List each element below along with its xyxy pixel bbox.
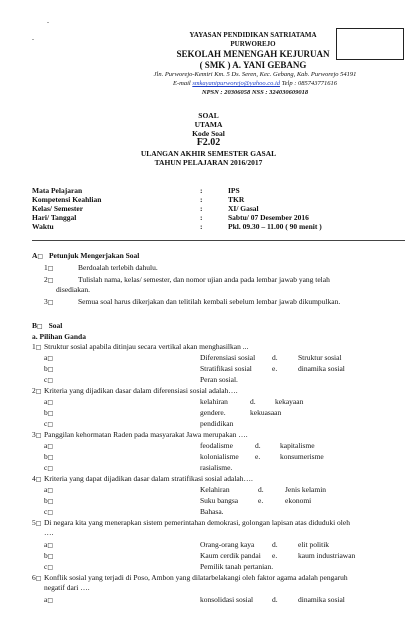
question-text: Di negara kita yang menerapkan sistem pemerintahan demokrasi, golongan lapisan atas diduduki oleh <box>44 518 350 527</box>
option-text: kapitalisme <box>280 441 315 450</box>
option-text: kaum industriawan <box>298 551 356 560</box>
checkbox-icon: □ <box>47 443 54 450</box>
header-mark-mid: - <box>32 37 34 43</box>
checkbox-icon: □ <box>35 476 42 483</box>
checkbox-icon: □ <box>47 564 54 571</box>
question-text: Kriteria yang dapat dijadikan dasar dalam stratifikasi sosial adalah…. <box>44 474 253 483</box>
checkbox-icon: □ <box>47 277 54 284</box>
option-text: Pemilik tanah pertanian. <box>200 562 274 571</box>
info-value: XI/ Gasal <box>228 204 259 213</box>
option-text: rasialisme. <box>200 463 233 472</box>
email-label: E-mail <box>172 80 191 87</box>
section-a-heading <box>32 251 139 260</box>
option-key: e. <box>272 364 278 373</box>
title-exam: ULANGAN AKHIR SEMESTER GASAL <box>140 149 277 158</box>
checkbox-icon: □ <box>35 520 42 527</box>
option-text: Jenis kelamin <box>285 485 327 494</box>
checkbox-icon: □ <box>37 253 44 260</box>
question-number: 2□ <box>32 386 42 395</box>
info-value: Pkl. 09.30 – 11.00 ( 90 menit ) <box>228 222 322 231</box>
instruction-number: 3□ <box>44 297 54 306</box>
option-text: feodalisme <box>200 441 233 450</box>
option-key: d. <box>255 441 261 450</box>
option-key: d. <box>272 595 278 604</box>
title-utama: UTAMA <box>194 120 223 129</box>
option-text: ekonomi <box>285 496 312 505</box>
section-letter: B <box>32 321 38 330</box>
title-soal: SOAL <box>198 111 219 120</box>
option-key: c□ <box>44 375 54 384</box>
question-number: 1□ <box>32 342 42 351</box>
question-text: Konflik sosial yang terjadi di Poso, Ambon yang dilatarbelakangi oleh faktor agama adalah pengaruh <box>44 573 348 582</box>
checkbox-icon: □ <box>47 399 54 406</box>
option-key: c□ <box>44 507 54 516</box>
option-key: a□ <box>44 353 54 362</box>
instruction-number: 1□ <box>44 263 54 272</box>
option-key: e. <box>258 496 264 505</box>
option-text: dinamika sosial <box>298 364 345 373</box>
option-text: Bahasa. <box>200 507 224 516</box>
question-number: 6□ <box>32 573 42 582</box>
info-label: Hari/ Tanggal <box>32 213 77 222</box>
checkbox-icon: □ <box>47 366 54 373</box>
question-text: Struktur sosial apabila ditinjau secara vertikal akan menghasilkan ... <box>44 342 249 351</box>
instruction-text: Semua soal harus dikerjakan dan telitilah kembali sebelum lembar jawab dikumpulkan. <box>78 297 341 306</box>
checkbox-icon: □ <box>35 575 42 582</box>
school-short-name: ( SMK ) A. YANI GEBANG <box>199 60 307 70</box>
checkbox-icon: □ <box>47 265 54 272</box>
question-text: Kriteria yang dijadikan dasar dalam diferensiasi sosial adalah…. <box>44 386 238 395</box>
section-title: Soal <box>48 321 63 330</box>
checkbox-icon: □ <box>47 355 54 362</box>
checkbox-icon: □ <box>47 421 54 428</box>
checkbox-icon: □ <box>35 432 42 439</box>
option-text: kelahiran <box>200 397 228 406</box>
question-number: 4□ <box>32 474 42 483</box>
option-text: konsolidasi sosial <box>200 595 254 604</box>
checkbox-icon: □ <box>47 454 54 461</box>
info-colon: : <box>200 186 203 195</box>
option-key: a□ <box>44 397 54 406</box>
question-text-cont: negatif dari …. <box>44 583 90 592</box>
option-key: e. <box>272 551 278 560</box>
question-text-cont: …. <box>44 528 54 537</box>
checkbox-icon: □ <box>37 323 43 330</box>
info-colon: : <box>200 204 203 213</box>
option-key: c□ <box>44 463 54 472</box>
option-text: kekayaan <box>275 397 304 406</box>
option-key: d. <box>272 353 278 362</box>
foundation-name: YAYASAN PENDIDIKAN SATRIATAMA <box>189 31 317 39</box>
option-text: Orang-orang kaya <box>200 540 255 549</box>
option-key: c□ <box>44 419 54 428</box>
option-text: kolonialisme <box>200 452 239 461</box>
npsn-text: NPSN : 20306058 NSS : 324030609018 <box>201 89 309 96</box>
option-key: b□ <box>44 364 54 373</box>
telp-text: Telp : 085743771616 <box>281 80 338 87</box>
instruction-text-cont: disediakan. <box>56 285 90 294</box>
checkbox-icon: □ <box>47 465 54 472</box>
option-key: d. <box>272 540 278 549</box>
option-text: pendidikan <box>200 419 234 428</box>
info-value: Sabtu/ 07 Desember 2016 <box>228 213 309 222</box>
info-colon: : <box>200 195 203 204</box>
option-key: a□ <box>44 441 54 450</box>
option-key: a□ <box>44 540 54 549</box>
option-key: b□ <box>44 452 54 461</box>
option-key: c□ <box>44 562 54 571</box>
title-code: F2.02 <box>196 137 221 148</box>
question-number: 5□ <box>32 518 42 527</box>
info-value: TKR <box>228 195 245 204</box>
info-colon: : <box>200 222 203 231</box>
instruction-text: Tulislah nama, kelas/ semester, dan nomor ujian anda pada lembar jawab yang telah <box>78 275 330 284</box>
option-text: Diferensiasi sosial <box>200 353 256 362</box>
school-contact <box>110 80 400 87</box>
section-letter: A <box>32 251 38 260</box>
instruction-number: 2□ <box>44 275 54 284</box>
info-label: Mata Pelajaran <box>32 186 83 195</box>
question-text: Panggilan kehormatan Raden pada masyarakat Jawa merupakan …. <box>44 430 248 439</box>
option-key: a□ <box>44 485 54 494</box>
multiple-choice-heading: a. Pilihan Ganda <box>32 332 86 341</box>
school-address: Jln. Purworejo-Kemiri Km. 5 Ds. Seren, Kec. Gebang, Kab. Purworejo 54191 <box>153 71 357 78</box>
option-key: b□ <box>44 551 54 560</box>
checkbox-icon: □ <box>47 299 54 306</box>
info-label: Waktu <box>32 222 54 231</box>
option-text: kekuasaan <box>250 408 282 417</box>
school-name: SEKOLAH MENENGAH KEJURUAN <box>176 49 330 59</box>
option-text: dinamika sosial <box>298 595 345 604</box>
question-number: 3□ <box>32 430 42 439</box>
info-label: Kompetensi Keahlian <box>32 195 102 204</box>
email-link[interactable]: smkayanipurworejo@yahoo.co.id <box>192 80 281 87</box>
option-text: Peran sosial. <box>200 375 238 384</box>
option-key: b□ <box>44 496 54 505</box>
option-text: konsumerisme <box>280 452 324 461</box>
instruction-text: Berdoalah terlebih dahulu. <box>78 263 158 272</box>
checkbox-icon: □ <box>47 542 54 549</box>
option-text: Kaum cerdik pandai <box>200 551 261 560</box>
section-title: Petunjuk Mengerjakan Soal <box>48 251 140 260</box>
info-colon: : <box>200 213 203 222</box>
option-key: d. <box>258 485 264 494</box>
checkbox-icon: □ <box>47 377 54 384</box>
checkbox-icon: □ <box>47 509 54 516</box>
checkbox-icon: □ <box>47 597 54 604</box>
checkbox-icon: □ <box>47 553 54 560</box>
option-key: b□ <box>44 408 54 417</box>
checkbox-icon: □ <box>47 487 54 494</box>
header-mark-top: - <box>47 20 49 26</box>
checkbox-icon: □ <box>47 498 54 505</box>
option-key: e. <box>255 452 261 461</box>
city-name: PURWOREJO <box>230 40 276 48</box>
title-year: TAHUN PELAJARAN 2016/2017 <box>154 158 263 167</box>
checkbox-icon: □ <box>35 344 42 351</box>
checkbox-icon: □ <box>35 388 42 395</box>
option-text: Struktur sosial <box>298 353 342 362</box>
info-value: IPS <box>228 186 240 195</box>
option-text: gendere. <box>200 408 226 417</box>
option-text: Suku bangsa <box>200 496 239 505</box>
option-key: d. <box>250 397 256 406</box>
option-text: Stratifikasi sosial <box>200 364 252 373</box>
option-text: elit politik <box>298 540 330 549</box>
title-kode-soal: Kode Soal <box>192 129 225 138</box>
divider <box>32 240 405 241</box>
section-b-heading <box>32 321 62 330</box>
option-text: Kelahiran <box>200 485 230 494</box>
info-label: Kelas/ Semester <box>32 204 84 213</box>
option-key: a□ <box>44 595 54 604</box>
checkbox-icon: □ <box>47 410 54 417</box>
